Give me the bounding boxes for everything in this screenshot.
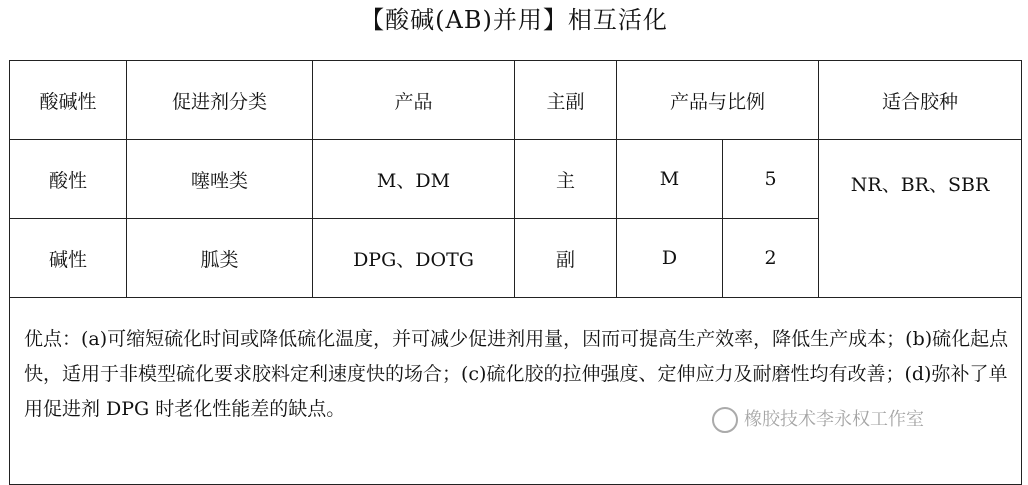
cell-role: 副 xyxy=(515,219,617,298)
cell-ratio: 5 xyxy=(723,140,819,219)
cell-role: 主 xyxy=(515,140,617,219)
cell-code: M xyxy=(617,140,723,219)
cell-category: 胍类 xyxy=(127,219,313,298)
cell-ratio: 2 xyxy=(723,219,819,298)
watermark xyxy=(712,405,924,433)
cell-acidity: 碱性 xyxy=(10,219,127,298)
page-title: 【酸碱(AB)并用】相互活化 xyxy=(360,6,668,34)
wechat-icon xyxy=(712,407,738,433)
advantages-note: 优点：(a)可缩短硫化时间或降低硫化温度，并可减少促进剂用量，因而可提高生产效率，降低生产成本；(b)硫化起点快，适用于非模型硫化要求胶料定利速度快的场合；(c)硫化胶的拉伸强度、定伸应力及耐磨性均有改善；(d)弥补了单用促进剂 DPG 时老化性能差的缺点。 xyxy=(10,298,1022,485)
watermark-text: 橡胶技术李永权工作室 xyxy=(744,409,924,430)
note-row xyxy=(10,298,1022,485)
cell-product: M、DM xyxy=(313,140,515,219)
header-rubber: 适合胶种 xyxy=(819,61,1022,140)
header-acidity: 酸碱性 xyxy=(10,61,127,140)
header-row xyxy=(10,61,1022,140)
header-ratio: 产品与比例 xyxy=(617,61,819,140)
header-role: 主副 xyxy=(515,61,617,140)
header-product: 产品 xyxy=(313,61,515,140)
table-row xyxy=(10,140,1022,219)
cell-category: 噻唑类 xyxy=(127,140,313,219)
cell-acidity: 酸性 xyxy=(10,140,127,219)
header-category: 促进剂分类 xyxy=(127,61,313,140)
cell-rubber: NR、BR、SBR xyxy=(819,140,1022,298)
cell-code: D xyxy=(617,219,723,298)
cell-product: DPG、DOTG xyxy=(313,219,515,298)
